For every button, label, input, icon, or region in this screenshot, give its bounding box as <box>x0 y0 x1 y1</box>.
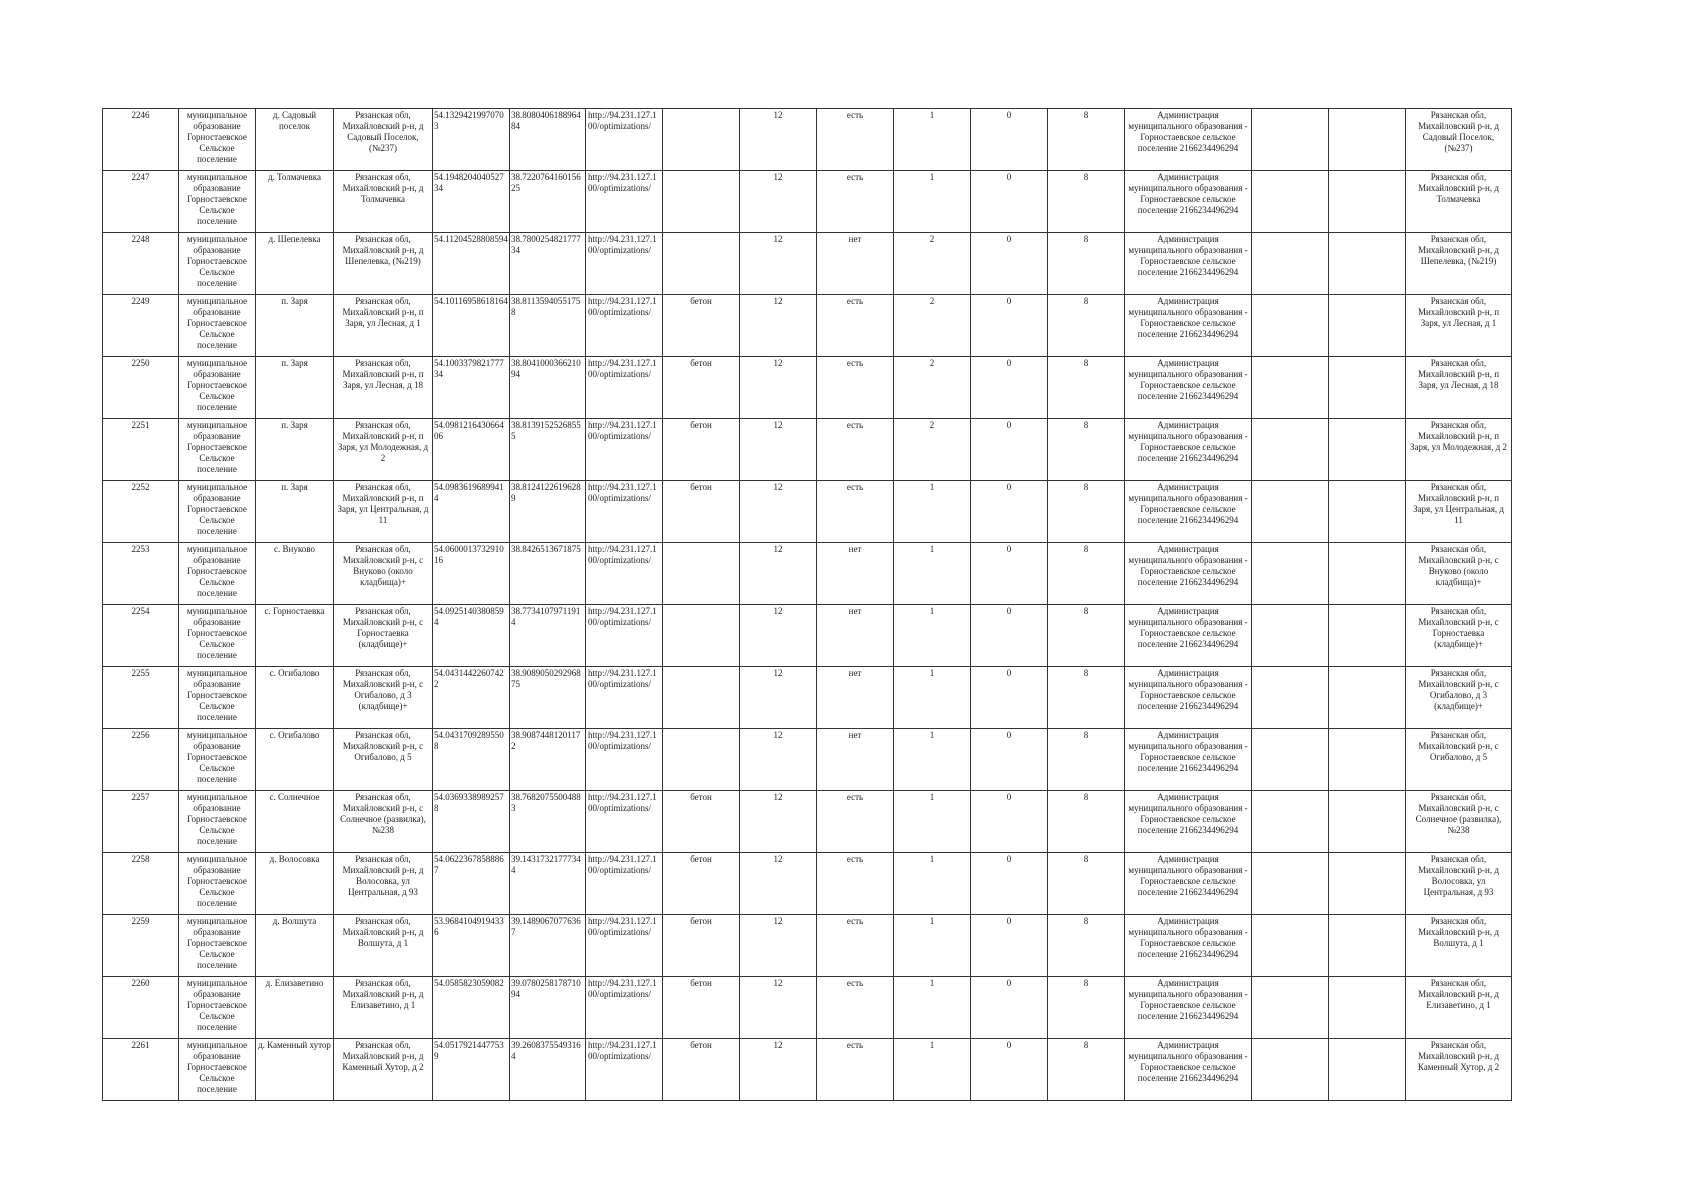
cell-empty-2 <box>1329 171 1406 233</box>
cell-municipality: муниципальное образование Горностаевское Сельское поселение <box>179 543 256 605</box>
cell-count: 2 <box>894 233 971 295</box>
cell-value-12: 12 <box>740 481 817 543</box>
cell-empty-2 <box>1329 543 1406 605</box>
cell-url: http://94.231.127.100/optimizations/ <box>586 977 663 1039</box>
cell-empty-1 <box>1252 481 1329 543</box>
cell-latitude: 54.11204528808594 <box>433 233 510 295</box>
cell-empty-1 <box>1252 729 1329 791</box>
cell-empty-1 <box>1252 791 1329 853</box>
cell-settlement: с. Солнечное <box>256 791 334 853</box>
cell-address-repeat: Рязанская обл, Михайловский р-н, д Толмачевка <box>1406 171 1512 233</box>
cell-count: 1 <box>894 729 971 791</box>
cell-surface <box>663 109 740 171</box>
cell-number: 2253 <box>103 543 179 605</box>
cell-number: 2247 <box>103 171 179 233</box>
cell-settlement: с. Огибалово <box>256 667 334 729</box>
cell-surface: бетон <box>663 357 740 419</box>
cell-municipality: муниципальное образование Горностаевское Сельское поселение <box>179 915 256 977</box>
cell-presence: есть <box>817 295 894 357</box>
table-row <box>103 419 1512 481</box>
cell-number: 2251 <box>103 419 179 481</box>
cell-value-0: 0 <box>971 233 1048 295</box>
cell-settlement: с. Внуково <box>256 543 334 605</box>
cell-value-8: 8 <box>1048 729 1125 791</box>
cell-empty-1 <box>1252 357 1329 419</box>
cell-empty-1 <box>1252 667 1329 729</box>
cell-empty-2 <box>1329 791 1406 853</box>
cell-surface: бетон <box>663 791 740 853</box>
cell-address-repeat: Рязанская обл, Михайловский р-н, д Елизаветино, д 1 <box>1406 977 1512 1039</box>
cell-value-8: 8 <box>1048 1039 1125 1101</box>
cell-value-8: 8 <box>1048 667 1125 729</box>
cell-empty-2 <box>1329 357 1406 419</box>
cell-address: Рязанская обл, Михайловский р-н, п Заря, ул Молодежная, д 2 <box>334 419 433 481</box>
cell-address: Рязанская обл, Михайловский р-н, д Волшута, д 1 <box>334 915 433 977</box>
cell-surface <box>663 543 740 605</box>
cell-municipality: муниципальное образование Горностаевское Сельское поселение <box>179 171 256 233</box>
cell-latitude: 54.05179214477539 <box>433 1039 510 1101</box>
cell-latitude: 54.10116958618164 <box>433 295 510 357</box>
cell-municipality: муниципальное образование Горностаевское Сельское поселение <box>179 853 256 915</box>
cell-settlement: д. Садовый поселок <box>256 109 334 171</box>
cell-address-repeat: Рязанская обл, Михайловский р-н, п Заря, ул Молодежная, д 2 <box>1406 419 1512 481</box>
cell-number: 2250 <box>103 357 179 419</box>
table-row <box>103 853 1512 915</box>
cell-latitude: 54.09251403808594 <box>433 605 510 667</box>
cell-owner: Администрация муниципального образования - Горностаевское сельское поселение 2166234496294 <box>1125 295 1252 357</box>
cell-value-8: 8 <box>1048 977 1125 1039</box>
cell-address: Рязанская обл, Михайловский р-н, с Огибалово, д 5 <box>334 729 433 791</box>
cell-value-0: 0 <box>971 977 1048 1039</box>
cell-value-0: 0 <box>971 419 1048 481</box>
cell-latitude: 54.194820404052734 <box>433 171 510 233</box>
cell-value-0: 0 <box>971 915 1048 977</box>
cell-longitude: 38.81135940551758 <box>510 295 586 357</box>
cell-owner: Администрация муниципального образования - Горностаевское сельское поселение 2166234496294 <box>1125 419 1252 481</box>
cell-surface <box>663 729 740 791</box>
cell-presence: нет <box>817 729 894 791</box>
registry-table <box>102 108 1512 1101</box>
cell-surface: бетон <box>663 853 740 915</box>
cell-owner: Администрация муниципального образования - Горностаевское сельское поселение 2166234496294 <box>1125 667 1252 729</box>
cell-surface <box>663 605 740 667</box>
cell-value-0: 0 <box>971 109 1048 171</box>
cell-municipality: муниципальное образование Горностаевское Сельское поселение <box>179 1039 256 1101</box>
cell-count: 1 <box>894 109 971 171</box>
cell-empty-1 <box>1252 1039 1329 1101</box>
cell-empty-1 <box>1252 171 1329 233</box>
cell-value-12: 12 <box>740 109 817 171</box>
cell-presence: есть <box>817 481 894 543</box>
cell-value-0: 0 <box>971 171 1048 233</box>
table-row <box>103 1039 1512 1101</box>
cell-number: 2254 <box>103 605 179 667</box>
cell-value-0: 0 <box>971 605 1048 667</box>
cell-surface <box>663 667 740 729</box>
cell-empty-2 <box>1329 915 1406 977</box>
cell-address-repeat: Рязанская обл, Михайловский р-н, п Заря, ул Лесная, д 18 <box>1406 357 1512 419</box>
cell-address-repeat: Рязанская обл, Михайловский р-н, с Солнечное (развилка), №238 <box>1406 791 1512 853</box>
cell-empty-2 <box>1329 481 1406 543</box>
cell-empty-1 <box>1252 419 1329 481</box>
cell-empty-2 <box>1329 977 1406 1039</box>
cell-url: http://94.231.127.100/optimizations/ <box>586 357 663 419</box>
cell-settlement: д. Толмачевка <box>256 171 334 233</box>
cell-longitude: 39.14890670776367 <box>510 915 586 977</box>
cell-owner: Администрация муниципального образования - Горностаевское сельское поселение 2166234496294 <box>1125 109 1252 171</box>
cell-value-8: 8 <box>1048 233 1125 295</box>
cell-owner: Администрация муниципального образования - Горностаевское сельское поселение 2166234496294 <box>1125 481 1252 543</box>
cell-settlement: д. Шепелевка <box>256 233 334 295</box>
cell-value-8: 8 <box>1048 915 1125 977</box>
cell-value-12: 12 <box>740 729 817 791</box>
table-row <box>103 977 1512 1039</box>
cell-longitude: 38.780025482177734 <box>510 233 586 295</box>
cell-surface <box>663 233 740 295</box>
cell-owner: Администрация муниципального образования - Горностаевское сельское поселение 2166234496294 <box>1125 915 1252 977</box>
cell-owner: Администрация муниципального образования - Горностаевское сельское поселение 2166234496294 <box>1125 1039 1252 1101</box>
cell-owner: Администрация муниципального образования - Горностаевское сельское поселение 2166234496294 <box>1125 729 1252 791</box>
cell-value-12: 12 <box>740 605 817 667</box>
cell-surface <box>663 171 740 233</box>
cell-value-0: 0 <box>971 481 1048 543</box>
cell-presence: есть <box>817 1039 894 1101</box>
cell-municipality: муниципальное образование Горностаевское Сельское поселение <box>179 357 256 419</box>
cell-number: 2255 <box>103 667 179 729</box>
cell-count: 2 <box>894 419 971 481</box>
cell-latitude: 54.04317092895508 <box>433 729 510 791</box>
cell-value-12: 12 <box>740 667 817 729</box>
cell-surface: бетон <box>663 915 740 977</box>
cell-address-repeat: Рязанская обл, Михайловский р-н, с Огибалово, д 3 (кладбище)+ <box>1406 667 1512 729</box>
cell-settlement: д. Волшута <box>256 915 334 977</box>
cell-latitude: 54.100337982177734 <box>433 357 510 419</box>
cell-municipality: муниципальное образование Горностаевское Сельское поселение <box>179 109 256 171</box>
cell-number: 2246 <box>103 109 179 171</box>
table-row <box>103 357 1512 419</box>
cell-longitude: 38.81391525268555 <box>510 419 586 481</box>
table-row <box>103 605 1512 667</box>
cell-value-12: 12 <box>740 357 817 419</box>
cell-url: http://94.231.127.100/optimizations/ <box>586 543 663 605</box>
cell-owner: Администрация муниципального образования - Горностаевское сельское поселение 2166234496294 <box>1125 791 1252 853</box>
cell-empty-2 <box>1329 109 1406 171</box>
cell-url: http://94.231.127.100/optimizations/ <box>586 605 663 667</box>
cell-value-0: 0 <box>971 729 1048 791</box>
cell-count: 1 <box>894 481 971 543</box>
cell-empty-1 <box>1252 605 1329 667</box>
cell-address: Рязанская обл, Михайловский р-н, д Толмачевка <box>334 171 433 233</box>
cell-number: 2256 <box>103 729 179 791</box>
cell-address-repeat: Рязанская обл, Михайловский р-н, д Каменный Хутор, д 2 <box>1406 1039 1512 1101</box>
cell-municipality: муниципальное образование Горностаевское Сельское поселение <box>179 295 256 357</box>
cell-municipality: муниципальное образование Горностаевское Сельское поселение <box>179 667 256 729</box>
cell-presence: есть <box>817 791 894 853</box>
cell-municipality: муниципальное образование Горностаевское Сельское поселение <box>179 605 256 667</box>
cell-count: 1 <box>894 791 971 853</box>
cell-longitude: 38.77341079711914 <box>510 605 586 667</box>
cell-count: 1 <box>894 171 971 233</box>
table-row <box>103 233 1512 295</box>
cell-value-12: 12 <box>740 543 817 605</box>
cell-count: 1 <box>894 667 971 729</box>
cell-empty-1 <box>1252 543 1329 605</box>
cell-address-repeat: Рязанская обл, Михайловский р-н, п Заря, ул Центральная, д 11 <box>1406 481 1512 543</box>
cell-value-8: 8 <box>1048 853 1125 915</box>
cell-address: Рязанская обл, Михайловский р-н, д Волосовка, ул Центральная, д 93 <box>334 853 433 915</box>
cell-owner: Администрация муниципального образования - Горностаевское сельское поселение 2166234496294 <box>1125 977 1252 1039</box>
cell-empty-2 <box>1329 233 1406 295</box>
cell-presence: нет <box>817 543 894 605</box>
cell-longitude: 38.76820755004883 <box>510 791 586 853</box>
cell-number: 2248 <box>103 233 179 295</box>
cell-url: http://94.231.127.100/optimizations/ <box>586 729 663 791</box>
cell-owner: Администрация муниципального образования - Горностаевское сельское поселение 2166234496294 <box>1125 605 1252 667</box>
cell-address-repeat: Рязанская обл, Михайловский р-н, п Заря, ул Лесная, д 1 <box>1406 295 1512 357</box>
cell-value-12: 12 <box>740 295 817 357</box>
cell-latitude: 53.96841049194336 <box>433 915 510 977</box>
cell-owner: Администрация муниципального образования - Горностаевское сельское поселение 2166234496294 <box>1125 233 1252 295</box>
cell-address: Рязанская обл, Михайловский р-н, п Заря, ул Центральная, д 11 <box>334 481 433 543</box>
cell-empty-1 <box>1252 977 1329 1039</box>
cell-presence: нет <box>817 667 894 729</box>
cell-presence: есть <box>817 419 894 481</box>
cell-value-12: 12 <box>740 791 817 853</box>
cell-url: http://94.231.127.100/optimizations/ <box>586 109 663 171</box>
cell-presence: есть <box>817 853 894 915</box>
cell-url: http://94.231.127.100/optimizations/ <box>586 1039 663 1101</box>
cell-settlement: п. Заря <box>256 295 334 357</box>
table-row <box>103 915 1512 977</box>
cell-surface: бетон <box>663 419 740 481</box>
cell-latitude: 54.06223678588867 <box>433 853 510 915</box>
cell-longitude: 38.908905029296875 <box>510 667 586 729</box>
cell-latitude: 54.09836196899414 <box>433 481 510 543</box>
cell-value-12: 12 <box>740 419 817 481</box>
table-row <box>103 543 1512 605</box>
table-row <box>103 171 1512 233</box>
cell-latitude: 54.060001373291016 <box>433 543 510 605</box>
cell-surface: бетон <box>663 295 740 357</box>
cell-empty-1 <box>1252 915 1329 977</box>
cell-address-repeat: Рязанская обл, Михайловский р-н, д Волшута, д 1 <box>1406 915 1512 977</box>
cell-surface: бетон <box>663 977 740 1039</box>
cell-municipality: муниципальное образование Горностаевское Сельское поселение <box>179 977 256 1039</box>
cell-presence: нет <box>817 233 894 295</box>
cell-address: Рязанская обл, Михайловский р-н, д Садовый Поселок, (№237) <box>334 109 433 171</box>
cell-number: 2258 <box>103 853 179 915</box>
cell-url: http://94.231.127.100/optimizations/ <box>586 233 663 295</box>
cell-latitude: 54.04314422607422 <box>433 667 510 729</box>
cell-settlement: д. Каменный хутор <box>256 1039 334 1101</box>
cell-empty-1 <box>1252 853 1329 915</box>
cell-value-12: 12 <box>740 853 817 915</box>
cell-address: Рязанская обл, Михайловский р-н, с Солнечное (развилка), №238 <box>334 791 433 853</box>
cell-address: Рязанская обл, Михайловский р-н, с Огибалово, д 3 (кладбище)+ <box>334 667 433 729</box>
cell-empty-2 <box>1329 729 1406 791</box>
cell-settlement: с. Горностаевка <box>256 605 334 667</box>
cell-value-0: 0 <box>971 1039 1048 1101</box>
cell-settlement: п. Заря <box>256 357 334 419</box>
table-row <box>103 481 1512 543</box>
cell-empty-1 <box>1252 295 1329 357</box>
cell-empty-2 <box>1329 853 1406 915</box>
cell-count: 1 <box>894 853 971 915</box>
cell-settlement: п. Заря <box>256 481 334 543</box>
table-row <box>103 109 1512 171</box>
registry-body <box>103 109 1512 1101</box>
cell-address-repeat: Рязанская обл, Михайловский р-н, с Горностаевка (кладбище)+ <box>1406 605 1512 667</box>
cell-value-8: 8 <box>1048 109 1125 171</box>
cell-owner: Администрация муниципального образования - Горностаевское сельское поселение 2166234496294 <box>1125 853 1252 915</box>
cell-latitude: 54.13294219970703 <box>433 109 510 171</box>
cell-count: 1 <box>894 915 971 977</box>
cell-value-8: 8 <box>1048 357 1125 419</box>
cell-value-12: 12 <box>740 1039 817 1101</box>
cell-url: http://94.231.127.100/optimizations/ <box>586 171 663 233</box>
cell-settlement: д. Волосовка <box>256 853 334 915</box>
cell-address: Рязанская обл, Михайловский р-н, с Горностаевка (кладбище)+ <box>334 605 433 667</box>
cell-count: 1 <box>894 543 971 605</box>
cell-address: Рязанская обл, Михайловский р-н, д Каменный Хутор, д 2 <box>334 1039 433 1101</box>
cell-latitude: 54.098121643066406 <box>433 419 510 481</box>
cell-count: 2 <box>894 357 971 419</box>
cell-value-0: 0 <box>971 667 1048 729</box>
cell-longitude: 39.078025817871094 <box>510 977 586 1039</box>
cell-number: 2261 <box>103 1039 179 1101</box>
cell-settlement: д. Елизаветино <box>256 977 334 1039</box>
cell-municipality: муниципальное образование Горностаевское Сельское поселение <box>179 791 256 853</box>
cell-url: http://94.231.127.100/optimizations/ <box>586 853 663 915</box>
cell-count: 1 <box>894 977 971 1039</box>
cell-value-8: 8 <box>1048 419 1125 481</box>
cell-longitude: 38.804100036621094 <box>510 357 586 419</box>
cell-value-0: 0 <box>971 543 1048 605</box>
cell-owner: Администрация муниципального образования - Горностаевское сельское поселение 2166234496294 <box>1125 171 1252 233</box>
cell-count: 2 <box>894 295 971 357</box>
cell-value-8: 8 <box>1048 791 1125 853</box>
cell-value-0: 0 <box>971 357 1048 419</box>
cell-empty-2 <box>1329 1039 1406 1101</box>
cell-presence: есть <box>817 357 894 419</box>
cell-url: http://94.231.127.100/optimizations/ <box>586 667 663 729</box>
cell-value-8: 8 <box>1048 171 1125 233</box>
cell-settlement: п. Заря <box>256 419 334 481</box>
cell-number: 2257 <box>103 791 179 853</box>
cell-count: 1 <box>894 605 971 667</box>
cell-number: 2252 <box>103 481 179 543</box>
cell-latitude: 54.03693389892578 <box>433 791 510 853</box>
cell-value-12: 12 <box>740 233 817 295</box>
cell-surface: бетон <box>663 1039 740 1101</box>
cell-longitude: 38.81241226196289 <box>510 481 586 543</box>
cell-longitude: 38.90874481201172 <box>510 729 586 791</box>
cell-empty-2 <box>1329 295 1406 357</box>
cell-number: 2259 <box>103 915 179 977</box>
cell-owner: Администрация муниципального образования - Горностаевское сельское поселение 2166234496294 <box>1125 357 1252 419</box>
cell-value-12: 12 <box>740 977 817 1039</box>
cell-count: 1 <box>894 1039 971 1101</box>
cell-url: http://94.231.127.100/optimizations/ <box>586 419 663 481</box>
cell-value-12: 12 <box>740 171 817 233</box>
cell-longitude: 38.8426513671875 <box>510 543 586 605</box>
cell-address: Рязанская обл, Михайловский р-н, д Елизаветино, д 1 <box>334 977 433 1039</box>
cell-value-8: 8 <box>1048 295 1125 357</box>
cell-settlement: с. Огибалово <box>256 729 334 791</box>
cell-longitude: 38.808040618896484 <box>510 109 586 171</box>
cell-presence: нет <box>817 605 894 667</box>
cell-number: 2249 <box>103 295 179 357</box>
cell-owner: Администрация муниципального образования - Горностаевское сельское поселение 2166234496294 <box>1125 543 1252 605</box>
cell-address-repeat: Рязанская обл, Михайловский р-н, д Волосовка, ул Центральная, д 93 <box>1406 853 1512 915</box>
table-row <box>103 729 1512 791</box>
cell-value-12: 12 <box>740 915 817 977</box>
cell-address-repeat: Рязанская обл, Михайловский р-н, д Шепелевка, (№219) <box>1406 233 1512 295</box>
cell-municipality: муниципальное образование Горностаевское Сельское поселение <box>179 481 256 543</box>
cell-presence: есть <box>817 915 894 977</box>
cell-empty-2 <box>1329 605 1406 667</box>
table-row <box>103 667 1512 729</box>
cell-longitude: 38.722076416015625 <box>510 171 586 233</box>
cell-latitude: 54.0585823059082 <box>433 977 510 1039</box>
cell-url: http://94.231.127.100/optimizations/ <box>586 791 663 853</box>
cell-longitude: 39.26083755493164 <box>510 1039 586 1101</box>
cell-value-8: 8 <box>1048 543 1125 605</box>
cell-empty-2 <box>1329 667 1406 729</box>
cell-municipality: муниципальное образование Горностаевское Сельское поселение <box>179 233 256 295</box>
cell-address: Рязанская обл, Михайловский р-н, д Шепелевка, (№219) <box>334 233 433 295</box>
cell-longitude: 39.14317321777344 <box>510 853 586 915</box>
cell-surface: бетон <box>663 481 740 543</box>
cell-address: Рязанская обл, Михайловский р-н, п Заря, ул Лесная, д 1 <box>334 295 433 357</box>
table-row <box>103 295 1512 357</box>
cell-address-repeat: Рязанская обл, Михайловский р-н, с Внуково (около кладбища)+ <box>1406 543 1512 605</box>
cell-address-repeat: Рязанская обл, Михайловский р-н, с Огибалово, д 5 <box>1406 729 1512 791</box>
table-row <box>103 791 1512 853</box>
cell-url: http://94.231.127.100/optimizations/ <box>586 481 663 543</box>
cell-url: http://94.231.127.100/optimizations/ <box>586 915 663 977</box>
cell-value-8: 8 <box>1048 481 1125 543</box>
cell-empty-1 <box>1252 109 1329 171</box>
cell-municipality: муниципальное образование Горностаевское Сельское поселение <box>179 729 256 791</box>
cell-value-0: 0 <box>971 295 1048 357</box>
cell-presence: есть <box>817 109 894 171</box>
cell-address-repeat: Рязанская обл, Михайловский р-н, д Садовый Поселок, (№237) <box>1406 109 1512 171</box>
cell-value-0: 0 <box>971 791 1048 853</box>
cell-number: 2260 <box>103 977 179 1039</box>
cell-url: http://94.231.127.100/optimizations/ <box>586 295 663 357</box>
cell-municipality: муниципальное образование Горностаевское Сельское поселение <box>179 419 256 481</box>
cell-value-8: 8 <box>1048 605 1125 667</box>
cell-empty-2 <box>1329 419 1406 481</box>
cell-presence: есть <box>817 171 894 233</box>
cell-address: Рязанская обл, Михайловский р-н, п Заря, ул Лесная, д 18 <box>334 357 433 419</box>
cell-empty-1 <box>1252 233 1329 295</box>
cell-presence: есть <box>817 977 894 1039</box>
cell-address: Рязанская обл, Михайловский р-н, с Внуково (около кладбища)+ <box>334 543 433 605</box>
cell-value-0: 0 <box>971 853 1048 915</box>
